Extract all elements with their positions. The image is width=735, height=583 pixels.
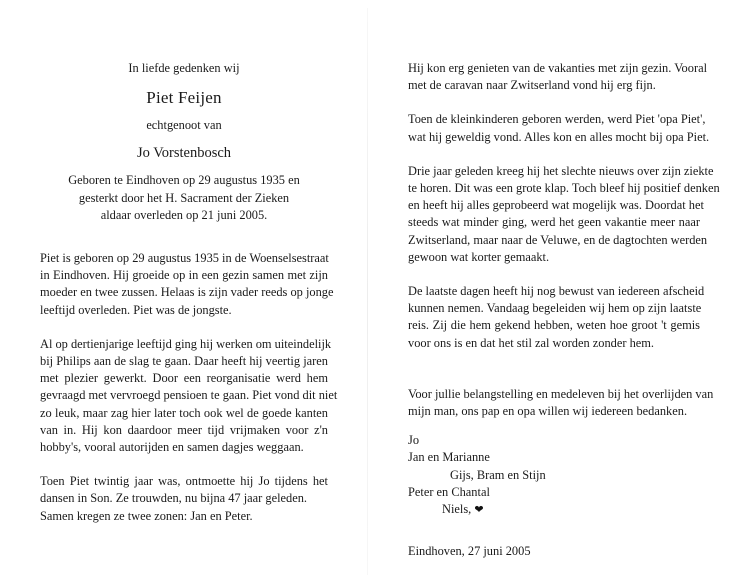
spouse-intro: echtgenoot van: [146, 118, 222, 133]
card-header: [40, 60, 328, 224]
intro-text: In liefde gedenken wij: [128, 61, 240, 75]
card-fold: [367, 8, 368, 575]
spouse-name: Jo Vorstenbosch: [136, 145, 232, 162]
death-line: aldaar overleden op 21 juni 2005.: [100, 207, 268, 222]
text-line: Toen de kleinkinderen geboren werden, werd Piet 'opa Piet',: [408, 112, 706, 127]
text-line: steeds wat minder ging, werd het geen vakantie meer naar: [408, 215, 700, 230]
text-line: Drie jaar geleden kreeg hij het slechte nieuws over zijn ziekte: [408, 163, 714, 178]
text-line: Toen Piet twintig jaar was, ontmoette hij Jo tijdens het: [40, 474, 328, 489]
text-line: Voor jullie belangstelling en medeleven bij het overlijden van: [408, 386, 714, 401]
text-line: zo leuk, maar zag hier later toch ook wel de goede kanten: [40, 405, 328, 420]
place-date: Eindhoven, 27 juni 2005: [408, 544, 531, 559]
text-line: kunnen nemen. Vandaag begeleiden wij hem op zijn laatste: [408, 301, 702, 316]
paragraph-illness: [408, 163, 720, 266]
signature-wife: Jo: [408, 433, 420, 448]
text-line: te horen. Dit was een grote klap. Toch bleef hij positief denken: [408, 181, 720, 196]
text-line: leeftijd overleden. Piet was de jongste.: [40, 302, 232, 317]
text-line: hobby's, vooral autorijden en samen dagjes weggaan.: [40, 440, 304, 455]
text-line: Hij kon erg genieten van de vakanties met zijn gezin. Vooral: [408, 61, 708, 75]
signature-son-1: Jan en Marianne: [408, 450, 490, 465]
text-line: gevraagd met vervroegd pensioen te gaan. Piet vond dit niet: [40, 388, 338, 403]
text-line: van in. Hij kon daardoor meer tijd vrijmaken voor z'n: [40, 422, 328, 437]
text-line: dansen in Son. Ze trouwden, nu bijna 47 jaar geleden.: [40, 491, 308, 506]
paragraph-birth: [40, 250, 334, 319]
paragraph-farewell: [408, 283, 705, 352]
signature-son-2: Peter en Chantal: [408, 484, 490, 499]
text-line: en heeft hij alles geprobeerd wat mogelijk was. Doordat het: [408, 198, 704, 213]
text-line: bij Philips aan de slag te gaan. Daar heeft hij veertig jaren: [40, 354, 328, 369]
paragraph-thanks: [408, 386, 714, 420]
left-column: [40, 60, 338, 525]
text-line: mijn man, ons pap en opa willen wij iedereen bedanken.: [408, 404, 688, 419]
paragraph-holidays: [408, 60, 708, 94]
text-line: in Eindhoven. Hij groeide op in een gezin samen met zijn: [40, 268, 328, 283]
deceased-name: Piet Feijen: [146, 88, 222, 108]
birth-line: Geboren te Eindhoven op 29 augustus 1935 en: [68, 173, 300, 188]
text-line: met plezier gewerkt. Door een reorganisatie werd hem: [40, 371, 328, 386]
text-line: voor ons is en dat het stil zal worden zonder hem.: [408, 335, 655, 350]
signature-grandchildren-1: Gijs, Bram en Stijn: [450, 467, 546, 482]
text-line: Samen kregen ze twee zonen: Jan en Peter.: [40, 508, 253, 523]
signature-grandchildren-2-row: [408, 501, 700, 518]
text-line: Piet is geboren op 29 augustus 1935 in de Woenselsestraat: [40, 251, 329, 266]
heart-icon: ❤: [474, 503, 484, 517]
text-line: met de caravan naar Zwitserland vond hij erg fijn.: [408, 78, 656, 93]
text-line: reis. Zij die hem gekend hebben, weten hoe groot 't gemis: [408, 318, 700, 333]
text-line: De laatste dagen heeft hij nog bewust van iedereen afscheid: [408, 284, 705, 299]
text-line: wat hij geweldig vond. Alles kon en alles mocht bij opa Piet.: [408, 129, 710, 144]
family-signature: [408, 432, 700, 518]
signature-grandchildren-2: Niels,: [442, 502, 472, 517]
text-line: gewoon wat korter gemaakt.: [408, 249, 550, 264]
text-line: Zwitserland, maar naar de Veluwe, en de dagtochten werden: [408, 232, 708, 247]
strengthened-line: gesterkt door het H. Sacrament der Zieken: [78, 190, 290, 205]
paragraph-grandchildren: [408, 111, 710, 145]
paragraph-marriage: [40, 473, 328, 525]
text-line: moeder en twee zussen. Helaas is zijn vader reeds op jonge: [40, 285, 334, 300]
right-column: [408, 60, 720, 560]
paragraph-work: [40, 336, 338, 456]
text-line: Al op dertienjarige leeftijd ging hij werken om uiteindelijk: [40, 336, 332, 351]
